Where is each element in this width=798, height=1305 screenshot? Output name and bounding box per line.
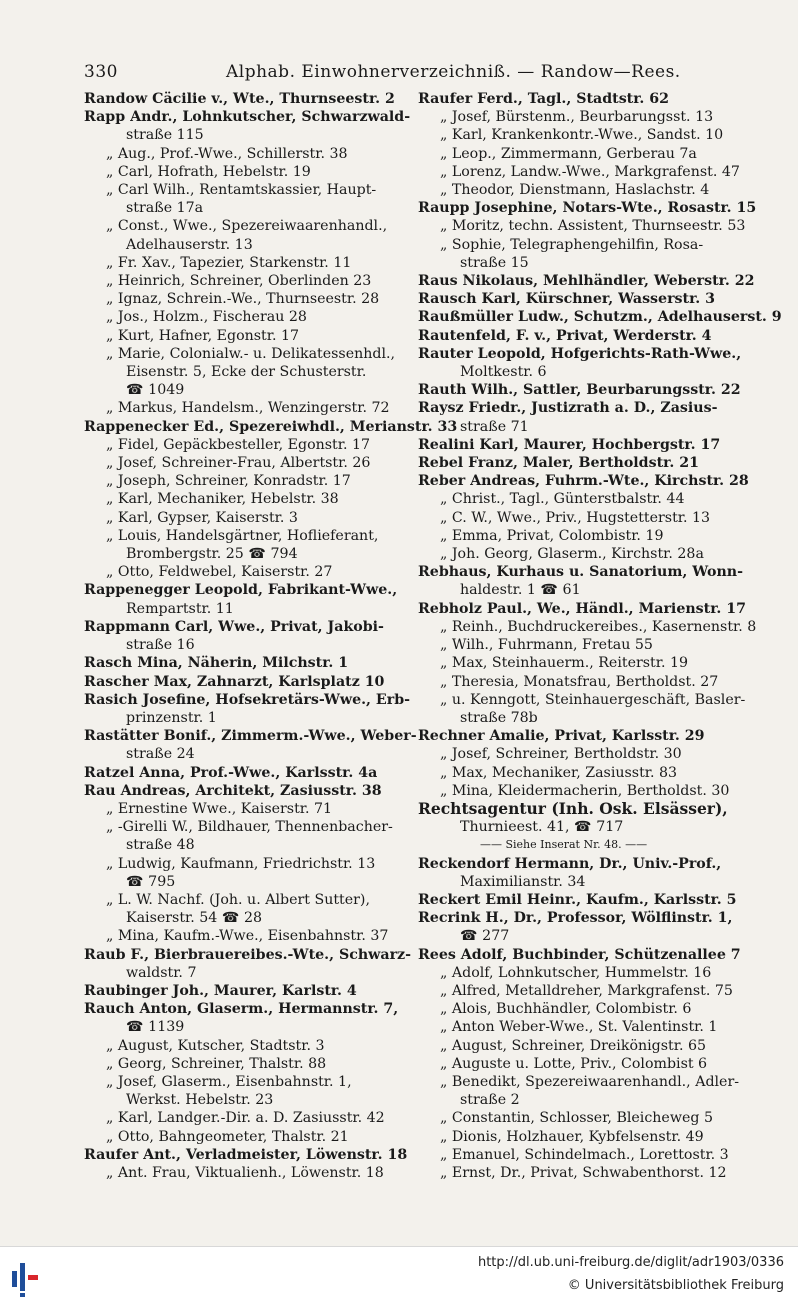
directory-entry: Rees Adolf, Buchbinder, Schützenallee 7 [418, 946, 741, 963]
copyright-notice: © Universitätsbibliothek Freiburg [567, 1278, 784, 1293]
directory-entry: „ Benedikt, Spezereiwaarenhandl., Adler- [440, 1073, 740, 1090]
directory-entry: Rappmann Carl, Wwe., Privat, Jakobi- [84, 618, 384, 635]
directory-entry: Rappenecker Ed., Spezereiwhdl., Merianstr. 33 [84, 418, 458, 435]
directory-entry: „ Markus, Handelsm., Wenzingerstr. 72 [106, 400, 390, 417]
directory-entry: Ratzel Anna, Prof.-Wwe., Karlsstr. 4a [84, 764, 378, 781]
directory-entry: Raubinger Joh., Maurer, Karlstr. 4 [84, 982, 357, 999]
directory-entry: „ Alfred, Metalldreher, Markgrafenst. 75 [440, 982, 733, 999]
source-url-link[interactable]: http://dl.ub.uni-freiburg.de/diglit/adr1903/0336 [477, 1255, 784, 1270]
directory-entry: Rebhaus, Kurhaus u. Sanatorium, Wonn- [418, 564, 743, 581]
directory-entry: „ Christ., Tagl., Günterstbalstr. 44 [440, 491, 685, 508]
directory-entry: Raysz Friedr., Justizrath a. D., Zasius- [418, 400, 718, 417]
directory-entry: Rauth Wilh., Sattler, Beurbarungsstr. 22 [418, 382, 741, 399]
directory-entry-continuation: Maximilianstr. 34 [460, 873, 586, 890]
directory-entry: „ Heinrich, Schreiner, Oberlinden 23 [106, 273, 372, 290]
directory-entry: „ Dionis, Holzhauer, Kybfelsenstr. 49 [440, 1128, 704, 1145]
directory-entry: „ Auguste u. Lotte, Priv., Colombist 6 [440, 1055, 708, 1072]
directory-entry-highlighted: Rechtsagentur (Inh. Osk. Elsässer), [418, 798, 728, 818]
directory-entry: Rauter Leopold, Hofgerichts-Rath-Wwe., [418, 345, 742, 362]
directory-entry: „ Ignaz, Schrein.-We., Thurnseestr. 28 [106, 291, 380, 308]
directory-entry: „ Lorenz, Landw.-Wwe., Markgrafenst. 47 [440, 163, 740, 180]
telephone-number: ☎ 795 [126, 873, 176, 890]
directory-entry: „ Fidel, Gepäckbesteller, Egonstr. 17 [106, 436, 371, 453]
page-number: 330 [84, 62, 118, 82]
directory-entry: „ Otto, Bahngeometer, Thalstr. 21 [106, 1128, 349, 1145]
directory-entry: „ Mina, Kaufm.-Wwe., Eisenbahnstr. 37 [106, 928, 389, 945]
directory-entry: Randow Cäcilie v., Wte., Thurnseestr. 2 [84, 91, 395, 107]
directory-entry: „ Reinh., Buchdruckereibes., Kasernenstr. 8 [440, 618, 757, 635]
directory-entry-continuation: Rempartstr. 11 [126, 600, 234, 617]
directory-entry: Raus Nikolaus, Mehlhändler, Weberstr. 22 [418, 273, 755, 290]
directory-entry: Realini Karl, Maurer, Hochbergstr. 17 [418, 436, 721, 453]
directory-entry: Reckert Emil Heinr., Kaufm., Karlsstr. 5 [418, 891, 737, 908]
directory-entry: Rauch Anton, Glaserm., Hermannstr. 7, [84, 1001, 399, 1018]
directory-entry: Raupp Josephine, Notars-Wte., Rosastr. 15 [418, 200, 757, 217]
directory-entry: „ Carl, Hofrath, Hebelstr. 19 [106, 163, 311, 180]
directory-entry: „ Marie, Colonialw.- u. Delikatessenhdl., [106, 345, 396, 362]
directory-entry: „ C. W., Wwe., Priv., Hugstetterstr. 13 [440, 509, 711, 526]
directory-entry: „ Sophie, Telegraphengehilfin, Rosa- [440, 236, 704, 253]
directory-entry: Raußmüller Ludw., Schutzm., Adelhauserst. 9 [418, 309, 782, 326]
directory-entry: „ Georg, Schreiner, Thalstr. 88 [106, 1055, 327, 1072]
directory-entry-continuation: straße 2 [460, 1092, 520, 1109]
directory-entry: „ Emanuel, Schindelmach., Lorettostr. 3 [440, 1146, 729, 1163]
directory-entry-continuation: straße 24 [126, 746, 195, 763]
directory-entry: „ Jos., Holzm., Fischerau 28 [106, 309, 307, 326]
directory-entry: „ Joh. Georg, Glaserm., Kirchstr. 28a [440, 546, 704, 563]
directory-entry: „ Karl, Landger.-Dir. a. D. Zasiusstr. 42 [106, 1110, 385, 1127]
directory-entry: Raufer Ant., Verladmeister, Löwenstr. 18 [84, 1146, 408, 1163]
directory-entry: Rausch Karl, Kürschner, Wasserstr. 3 [418, 291, 716, 308]
directory-entry: „ Theresia, Monatsfrau, Bertholdst. 27 [440, 673, 719, 690]
directory-entry: „ Josef, Schreiner, Bertholdstr. 30 [440, 746, 682, 763]
directory-entry: Raub F., Bierbrauereibes.-Wte., Schwarz- [84, 946, 411, 963]
library-logo-icon [12, 1257, 42, 1297]
directory-entry: Rastätter Bonif., Zimmerm.-Wwe., Weber- [84, 728, 417, 745]
directory-entry-continuation: Eisenstr. 5, Ecke der Schusterstr. [126, 364, 367, 381]
directory-entry: „ Josef, Bürstenm., Beurbarungsst. 13 [440, 109, 714, 126]
directory-entry: Rebholz Paul., We., Händl., Marienstr. 17 [418, 600, 747, 617]
telephone-number: ☎ 1049 [126, 382, 185, 399]
directory-entry: „ Mina, Kleidermacherin, Bertholdst. 30 [440, 782, 730, 799]
directory-entry: „ Ludwig, Kaufmann, Friedrichstr. 13 [106, 855, 376, 872]
directory-entry: „ Joseph, Schreiner, Konradstr. 17 [106, 473, 351, 490]
directory-entry: Rasch Mina, Näherin, Milchstr. 1 [84, 655, 349, 672]
directory-entry: „ Const., Wwe., Spezereiwaarenhandl., [106, 218, 388, 235]
directory-entry-continuation: Adelhauserstr. 13 [126, 236, 253, 253]
directory-entry: Rau Andreas, Architekt, Zasiusstr. 38 [84, 782, 382, 799]
directory-entry: Raufer Ferd., Tagl., Stadtstr. 62 [418, 91, 670, 107]
directory-entry: „ Karl, Gypser, Kaiserstr. 3 [106, 509, 298, 526]
directory-entry-continuation: straße 78b [460, 709, 538, 726]
directory-entry: Rautenfeld, F. v., Privat, Werderstr. 4 [418, 327, 712, 344]
directory-entry: „ Louis, Handelsgärtner, Hoflieferant, [106, 527, 379, 544]
directory-entry: „ Kurt, Hafner, Egonstr. 17 [106, 327, 300, 344]
directory-entry-continuation: Kaiserstr. 54 ☎ 28 [126, 910, 263, 927]
running-title: Alphab. Einwohnerverzeichniß. — Randow—Rees. [226, 62, 681, 82]
directory-entry-continuation: prinzenstr. 1 [126, 709, 217, 726]
directory-entry: „ Wilh., Fuhrmann, Fretau 55 [440, 637, 653, 654]
directory-entry: Rapp Andr., Lohnkutscher, Schwarzwald- [84, 109, 411, 126]
directory-entry: Reckendorf Hermann, Dr., Univ.-Prof., [418, 855, 722, 872]
directory-entry: „ Alois, Buchhändler, Colombistr. 6 [440, 1001, 692, 1018]
directory-entry-continuation: Moltkestr. 6 [460, 364, 547, 381]
directory-entry-continuation: haldestr. 1 ☎ 61 [460, 582, 581, 599]
directory-entry: „ Josef, Glaserm., Eisenbahnstr. 1, [106, 1073, 352, 1090]
directory-entry: „ Emma, Privat, Colombistr. 19 [440, 527, 664, 544]
telephone-number: ☎ 277 [460, 928, 510, 945]
directory-entry: „ -Girelli W., Bildhauer, Thennenbacher- [106, 819, 393, 836]
directory-entry: „ August, Schreiner, Dreikönigstr. 65 [440, 1037, 707, 1054]
directory-entry-continuation: Werkst. Hebelstr. 23 [126, 1092, 274, 1109]
directory-entry: „ August, Kutscher, Stadtstr. 3 [106, 1037, 325, 1054]
directory-entry: „ Ernst, Dr., Privat, Schwabenthorst. 12 [440, 1164, 727, 1181]
directory-entry: „ Ernestine Wwe., Kaiserstr. 71 [106, 800, 333, 817]
viewer-footer [0, 1246, 798, 1305]
directory-entry: „ Constantin, Schlosser, Bleicheweg 5 [440, 1110, 713, 1127]
directory-entry-continuation: straße 15 [460, 254, 529, 271]
directory-entry: Rasich Josefine, Hofsekretärs-Wwe., Erb- [84, 691, 411, 708]
directory-entry: „ Otto, Feldwebel, Kaiserstr. 27 [106, 564, 333, 581]
page-header [84, 58, 764, 86]
directory-entry: Reber Andreas, Fuhrm.-Wte., Kirchstr. 28 [418, 473, 749, 490]
directory-entry: „ Leop., Zimmermann, Gerberau 7a [440, 145, 697, 162]
directory-entry: „ Max, Steinhauerm., Reiterstr. 19 [440, 655, 689, 672]
directory-entry: Rechner Amalie, Privat, Karlsstr. 29 [418, 728, 705, 745]
directory-entry: „ Karl, Krankenkontr.-Wwe., Sandst. 10 [440, 127, 724, 144]
directory-entry-continuation: straße 16 [126, 637, 195, 654]
directory-entry-continuation: straße 17a [126, 200, 204, 217]
directory-entry: „ Karl, Mechaniker, Hebelstr. 38 [106, 491, 339, 508]
directory-entry: „ Ant. Frau, Viktualienh., Löwenstr. 18 [106, 1164, 384, 1181]
directory-entry-continuation: straße 48 [126, 837, 195, 854]
left-column [84, 90, 458, 1182]
directory-entry: Recrink H., Dr., Professor, Wölflinstr. 1, [418, 910, 733, 927]
directory-entry: „ Carl Wilh., Rentamtskassier, Haupt- [106, 182, 377, 199]
directory-entry: Rappenegger Leopold, Fabrikant-Wwe., [84, 582, 398, 599]
directory-entry-continuation: waldstr. 7 [126, 964, 197, 981]
directory-entry-continuation: straße 71 [460, 418, 529, 435]
directory-entry: Rascher Max, Zahnarzt, Karlsplatz 10 [84, 673, 385, 690]
directory-entry: „ u. Kenngott, Steinhauergeschäft, Basler- [440, 691, 746, 708]
directory-entry-continuation: Brombergstr. 25 ☎ 794 [126, 546, 298, 563]
right-column [418, 90, 782, 1182]
directory-entry: „ Aug., Prof.-Wwe., Schillerstr. 38 [106, 145, 348, 162]
directory-entry: „ L. W. Nachf. (Joh. u. Albert Sutter), [106, 891, 370, 908]
advertisement-reference: —— Siehe Inserat Nr. 48. —— [480, 838, 648, 852]
directory-entry: „ Theodor, Dienstmann, Haslachstr. 4 [440, 182, 710, 199]
directory-entry: „ Anton Weber-Wwe., St. Valentinstr. 1 [440, 1019, 718, 1036]
directory-entry: „ Adolf, Lohnkutscher, Hummelstr. 16 [440, 964, 712, 981]
directory-entry-continuation: straße 115 [126, 127, 204, 144]
directory-entry: „ Moritz, techn. Assistent, Thurnseestr. 53 [440, 218, 746, 235]
telephone-number: ☎ 1139 [126, 1019, 185, 1036]
directory-entry: „ Fr. Xav., Tapezier, Starkenstr. 11 [106, 254, 352, 271]
directory-entry: Rebel Franz, Maler, Bertholdstr. 21 [418, 455, 699, 472]
directory-entry: „ Max, Mechaniker, Zasiusstr. 83 [440, 764, 678, 781]
directory-entry: „ Josef, Schreiner-Frau, Albertstr. 26 [106, 455, 371, 472]
directory-entry-continuation: Thurnieest. 41, ☎ 717 [460, 819, 624, 836]
